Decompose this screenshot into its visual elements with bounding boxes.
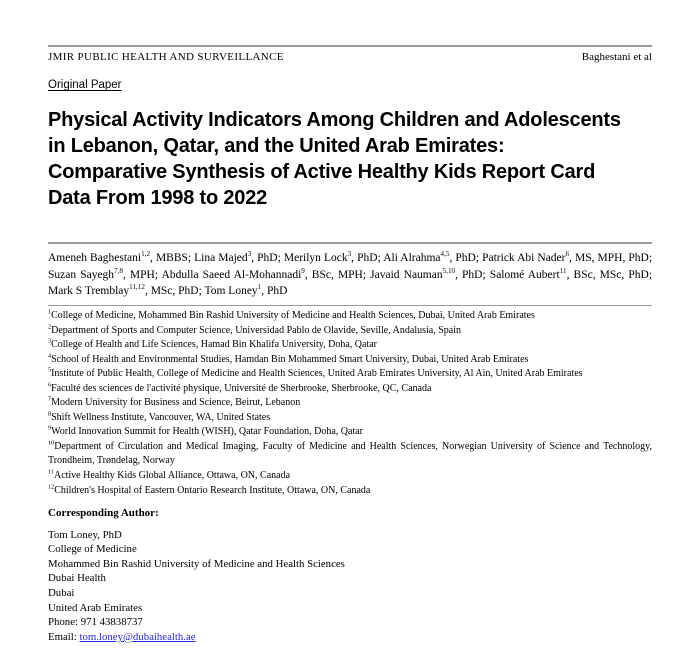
affiliation: $^{11}$Active Healthy Kids Global Alliance, Ottawa, ON, Canada — [48, 468, 291, 482]
affiliation: $^2$Department of Sports and Computer Science, Universidad Pablo de Olavide, Seville, Andalusia, Spain — [48, 323, 462, 336]
phone-label: Phone: — [48, 616, 81, 629]
author: Salomé Aubert$^{11}$, BSc, MSc, PhD — [489, 266, 649, 281]
authors-top-rule — [48, 242, 652, 244]
corresponding-author-line: Dubai — [48, 586, 75, 599]
affiliation-list — [48, 309, 652, 498]
affiliation: $^7$Modern University for Business and Science, Beirut, Lebanon — [48, 395, 301, 409]
corresponding-author-heading: Corresponding Author: — [48, 507, 159, 519]
author: Ameneh Baghestani$^{1,2}$, MBBS — [48, 250, 188, 264]
journal-header — [48, 51, 652, 64]
title-line: Comparative Synthesis of Active Healthy Kids Report Card — [48, 161, 596, 183]
author: Merilyn Lock$^3$, PhD — [283, 250, 378, 264]
email-line — [48, 630, 652, 645]
corresponding-author-line: Dubai Health — [48, 572, 106, 585]
author: Patrick Abi Nader$^6$, MS, MPH, PhD — [482, 250, 649, 264]
author-list: Ameneh Baghestani$^{1,2}$, MBBS; Lina Majed$^3$, PhD; Merilyn Lock$^3$, PhD; Ali Alrahma$^{4,5}$, PhD; Patrick Abi Nader$^6$, MS, MPH, PhD; Suzan Sayegh$^{7,8}$, MPH; Abdulla Saeed Al-Mohannadi$^9$, BSc, MPH; Javaid Nauman$^{5,10}$, PhD; Salomé Aubert$^{11}$, BSc, MSc, PhD; Mark S Tremblay$^{11,12}$, MSc, PhD; Tom Loney$^1$, PhD — [48, 250, 653, 297]
document-page — [48, 0, 652, 654]
corresponding-author-line: Mohammed Bin Rashid University of Medicine and Health Sciences — [48, 557, 345, 570]
affiliation: $^3$College of Health and Life Sciences, Hamad Bin Khalifa University, Doha, Qatar — [48, 337, 378, 351]
author: Tom Loney$^1$, PhD — [204, 283, 288, 297]
header-rule — [48, 45, 652, 47]
author: Ali Alrahma$^{4,5}$, PhD — [383, 250, 476, 264]
title-line: in Lebanon, Qatar, and the United Arab Emirates: — [48, 135, 505, 157]
authors-bottom-rule — [48, 305, 652, 306]
corresponding-lines — [48, 528, 652, 616]
email-label: Email: — [48, 630, 80, 643]
author: Mark S Tremblay$^{11,12}$, MSc, PhD — [48, 283, 199, 297]
corresponding-author-section — [48, 506, 652, 644]
affiliation: $^{12}$Children's Hospital of Eastern Ontario Research Institute, Ottawa, ON, Canada — [48, 483, 371, 496]
author: Lina Majed$^3$, PhD — [194, 250, 278, 264]
phone-line — [48, 615, 652, 630]
email-link[interactable]: tom.loney@dubaihealth.ae — [79, 630, 196, 643]
author: Suzan Sayegh$^{7,8}$, MPH — [48, 266, 155, 281]
article-title — [48, 107, 652, 211]
affiliation: $^8$Shift Wellness Institute, Vancouver, WA, United States — [48, 410, 271, 423]
author: Javaid Nauman$^{5,10}$, PhD — [370, 266, 483, 281]
corresponding-author-line: College of Medicine — [48, 543, 137, 556]
phone-number: 971 43838737 — [80, 616, 143, 629]
affiliation: $^1$College of Medicine, Mohammed Bin Rashid University of Medicine and Health Sciences, Dubai, United Arab Emirates — [48, 308, 535, 321]
running-head: Baghestani et al — [581, 51, 652, 63]
journal-name: JMIR PUBLIC HEALTH AND SURVEILLANCE — [48, 51, 284, 63]
corresponding-author-line: Tom Loney, PhD — [48, 528, 122, 541]
corresponding-author-line: United Arab Emirates — [48, 601, 143, 614]
affiliation: $^{10}$Department of Circulation and Medical Imaging, Faculty of Medicine and Health Sciences, Norwegian University of Science and Technology, Trondheim, Trøndelag, Norway — [48, 439, 652, 467]
article-type-label: Original Paper — [48, 79, 122, 91]
affiliation: $^9$World Innovation Summit for Health (WISH), Qatar Foundation, Doha, Qatar — [48, 425, 363, 438]
affiliation: $^5$Institute of Public Health, College of Medicine and Health Sciences, United Arab Emirates University, Al Ain, United Arab Emirates — [48, 366, 583, 380]
title-line: Data From 1998 to 2022 — [48, 187, 268, 209]
affiliation: $^4$School of Health and Environmental Studies, Hamdan Bin Mohammed Smart University, Dubai, United Arab Emirates — [48, 352, 529, 365]
affiliation: $^6$Faculté des sciences de l'activité physique, Université de Sherbrooke, Sherbrooke, QC, Canada — [48, 381, 432, 394]
title-line: Physical Activity Indicators Among Children and Adolescents — [48, 109, 621, 131]
author: Abdulla Saeed Al-Mohannadi$^9$, BSc, MPH — [161, 266, 363, 281]
